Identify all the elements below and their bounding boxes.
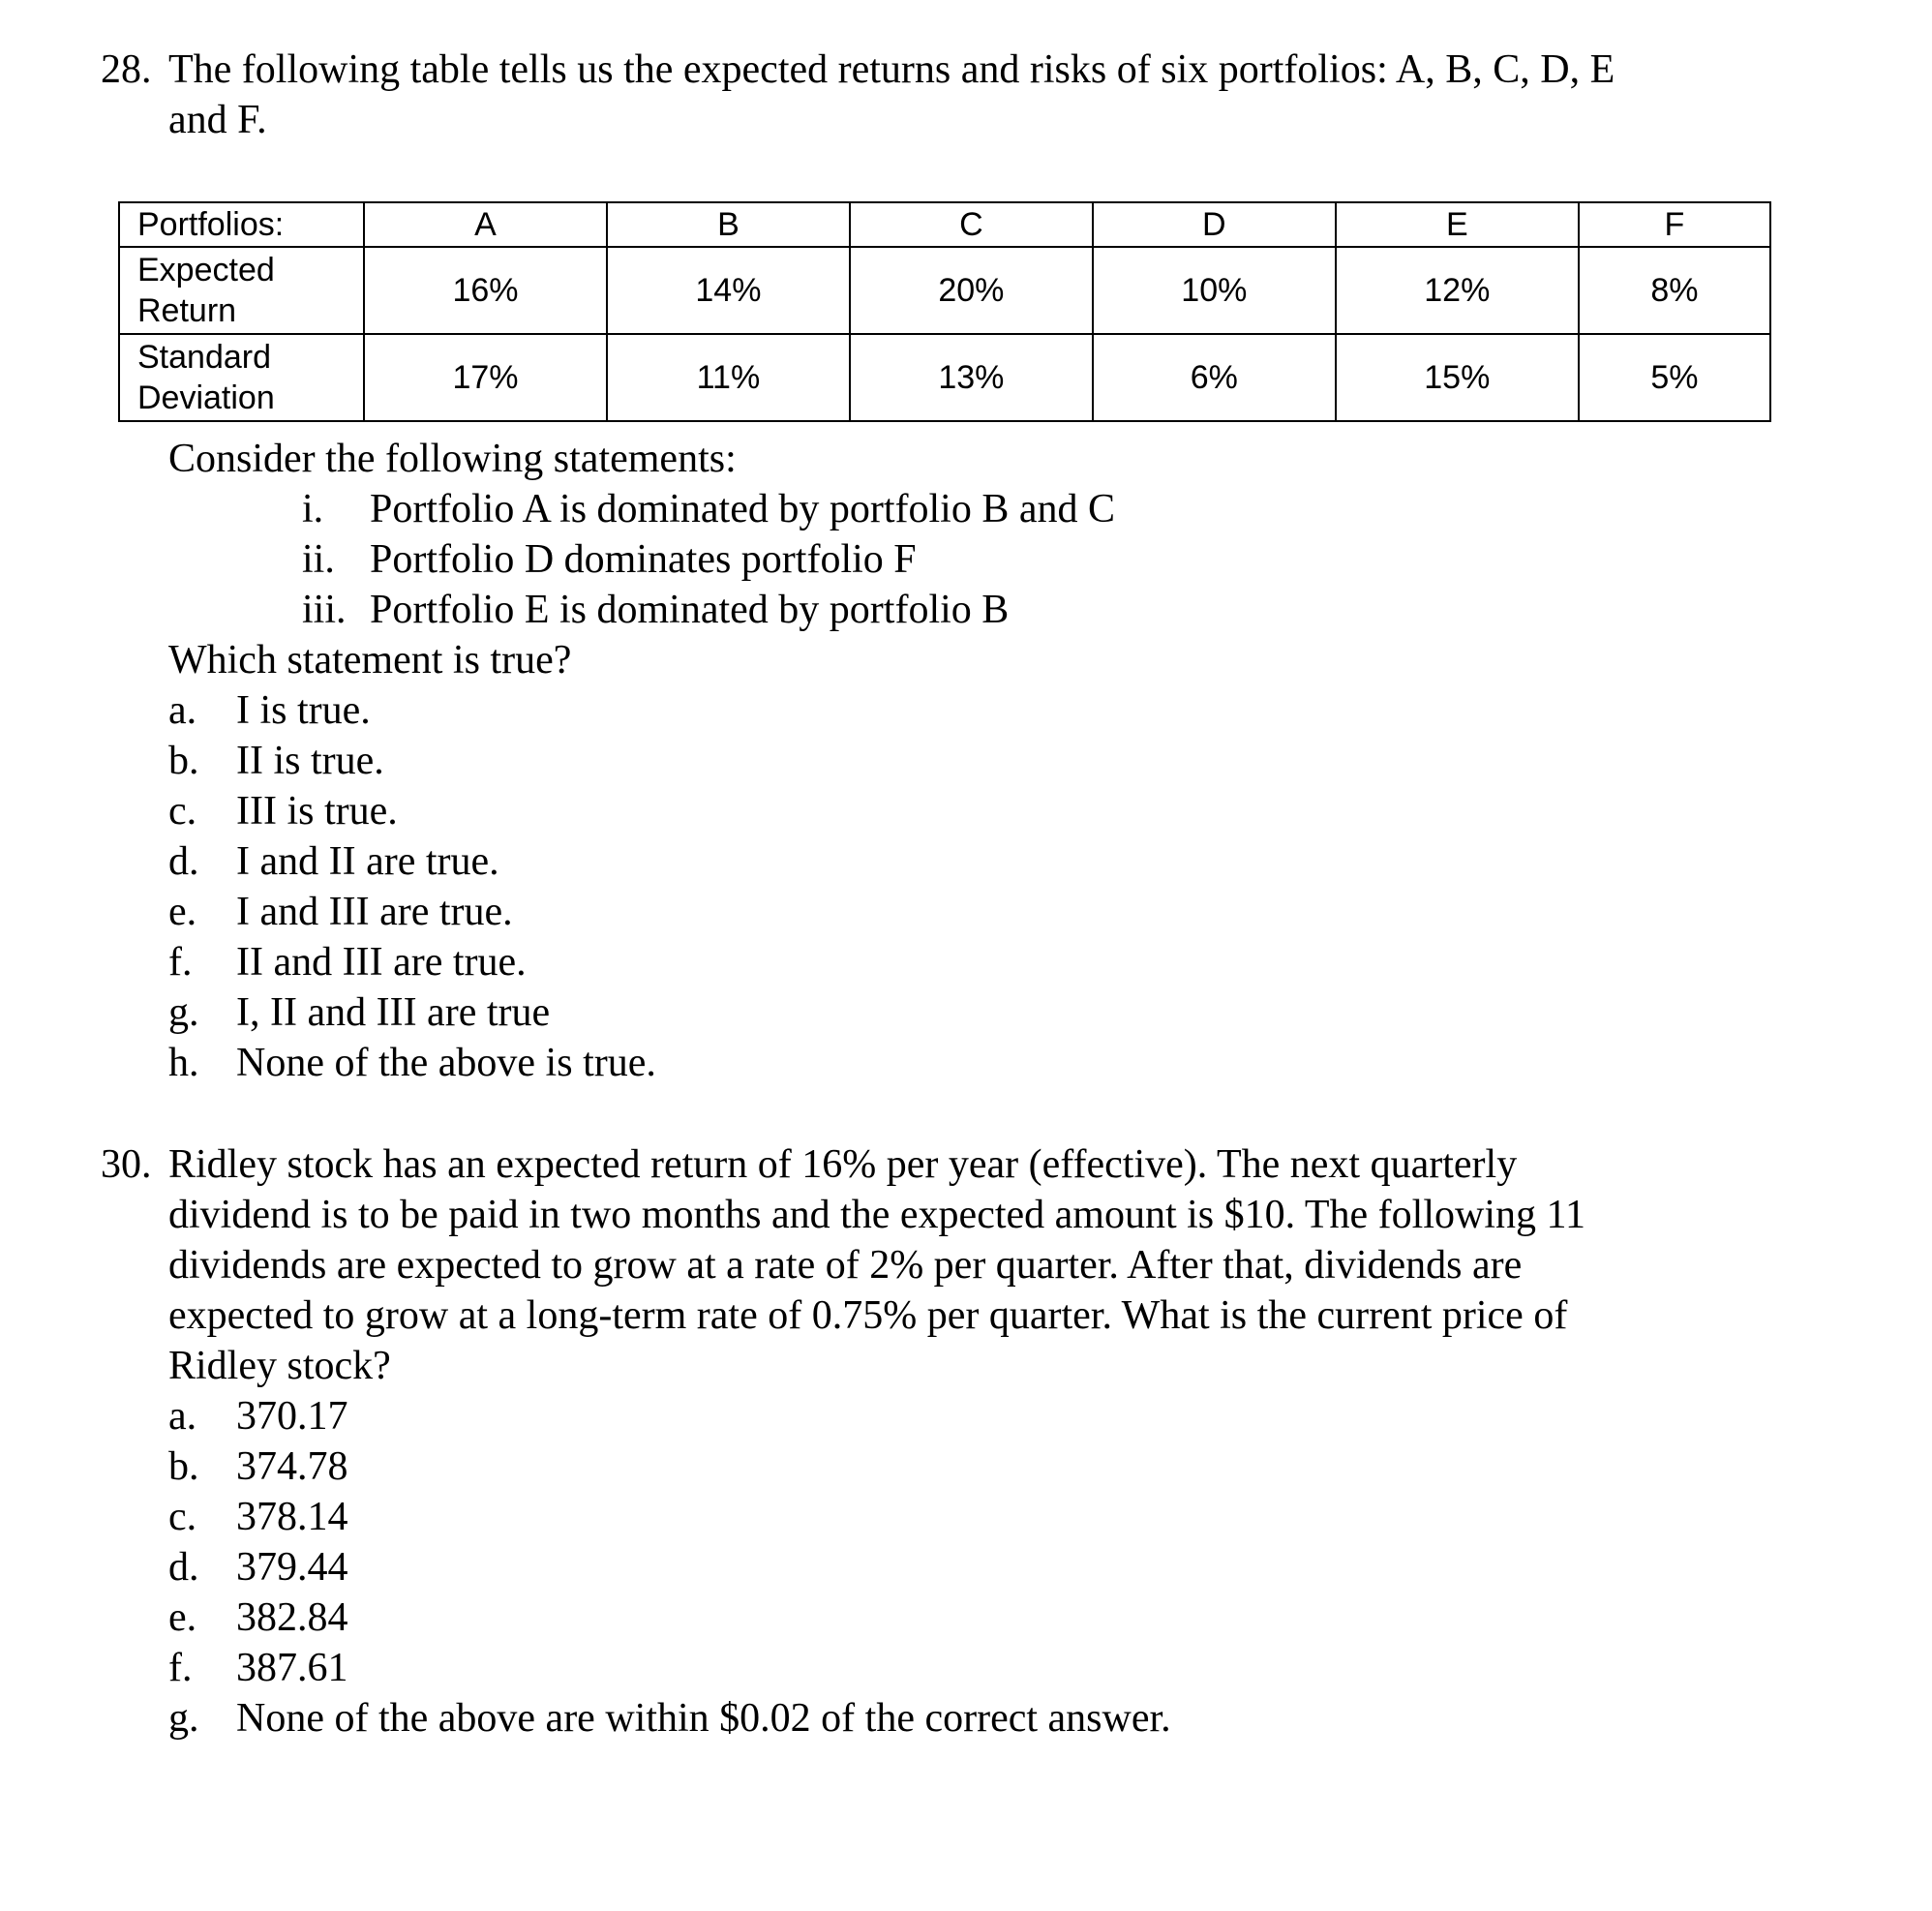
choice-marker: b. <box>168 1444 199 1489</box>
choice-marker: c. <box>168 1495 197 1539</box>
choice-text: III is true. <box>236 789 398 834</box>
column-header-f: F <box>1579 202 1770 247</box>
choice-text: II is true. <box>236 739 384 783</box>
answer-choice <box>168 887 1717 937</box>
choice-marker: g. <box>168 1696 199 1741</box>
consider-statement-intro: Consider the following statements: <box>168 437 737 481</box>
table-cell: 14% <box>607 247 850 334</box>
question-28-stem-line-1: The following table tells us the expected returns and risks of six portfolios: A, B, C, D, E <box>168 47 1615 92</box>
row-label-expected-return <box>119 247 364 334</box>
statement-item <box>302 585 1717 635</box>
row-label-line: Return <box>137 292 237 329</box>
column-header-c: C <box>850 202 1093 247</box>
choice-text: 379.44 <box>236 1545 348 1590</box>
choice-text: I, II and III are true <box>236 990 551 1035</box>
table-row-standard-deviation <box>119 334 1770 421</box>
table-cell: 12% <box>1336 247 1579 334</box>
choice-marker: a. <box>168 688 197 733</box>
table-cell: 17% <box>364 334 607 421</box>
choice-marker: e. <box>168 1595 197 1640</box>
choice-marker: b. <box>168 739 199 783</box>
row-label-standard-deviation <box>119 334 364 421</box>
choice-marker: h. <box>168 1041 199 1085</box>
question-28-number: 28. <box>101 47 152 92</box>
question-28 <box>101 45 1804 1085</box>
question-30-choices <box>101 1391 1804 1744</box>
table-header-label: Portfolios: <box>119 202 364 247</box>
answer-choice <box>168 1542 1804 1592</box>
question-28-prompt: Which statement is true? <box>168 638 572 682</box>
question-30 <box>101 1139 1804 1744</box>
question-30-stem <box>101 1139 1804 1391</box>
question-30-stem-line-5: Ridley stock? <box>168 1344 391 1388</box>
statement-marker: i. <box>302 487 324 531</box>
column-header-a: A <box>364 202 607 247</box>
table-cell: 15% <box>1336 334 1579 421</box>
statement-text: Portfolio E is dominated by portfolio B <box>370 588 1010 632</box>
choice-text: I and III are true. <box>236 890 513 934</box>
column-header-d: D <box>1093 202 1336 247</box>
statement-item <box>302 484 1717 534</box>
statement-text: Portfolio A is dominated by portfolio B and C <box>370 487 1115 531</box>
table-cell: 6% <box>1093 334 1336 421</box>
choice-text: 382.84 <box>236 1595 348 1640</box>
question-30-stem-line-3: dividends are expected to grow at a rate of 2% per quarter. After that, dividends are <box>168 1243 1523 1288</box>
choice-marker: e. <box>168 890 197 934</box>
choice-text: I is true. <box>236 688 371 733</box>
portfolio-table <box>118 201 1771 422</box>
choice-text: 374.78 <box>236 1444 348 1489</box>
statement-marker: ii. <box>302 537 335 582</box>
column-header-e: E <box>1336 202 1579 247</box>
choice-text: None of the above is true. <box>236 1041 656 1085</box>
answer-choice <box>168 836 1717 887</box>
choice-text: 387.61 <box>236 1646 348 1690</box>
answer-choice <box>168 987 1717 1038</box>
statement-item <box>302 534 1717 585</box>
table-cell: 8% <box>1579 247 1770 334</box>
answer-choice <box>168 1643 1804 1693</box>
question-30-stem-line-2: dividend is to be paid in two months and the expected amount is $10. The following 11 <box>168 1193 1585 1237</box>
choice-marker: d. <box>168 839 199 884</box>
question-28-body <box>168 434 1717 1088</box>
row-label-line: Expected <box>137 252 275 288</box>
table-cell: 5% <box>1579 334 1770 421</box>
choice-text: I and II are true. <box>236 839 499 884</box>
table-header-row <box>119 202 1770 247</box>
statement-list <box>168 484 1717 635</box>
table-cell: 20% <box>850 247 1093 334</box>
table-cell: 13% <box>850 334 1093 421</box>
question-30-stem-line-4: expected to grow at a long-term rate of 0.75% per quarter. What is the current price of <box>168 1293 1568 1338</box>
answer-choice <box>168 1038 1717 1088</box>
question-30-number: 30. <box>101 1142 152 1187</box>
answer-choice <box>168 786 1717 836</box>
choice-marker: c. <box>168 789 197 834</box>
choice-marker: d. <box>168 1545 199 1590</box>
row-label-line: Deviation <box>137 379 275 416</box>
question-28-stem <box>101 45 1804 145</box>
table-cell: 16% <box>364 247 607 334</box>
answer-choice <box>168 685 1717 736</box>
answer-choice <box>168 1441 1804 1492</box>
choice-marker: f. <box>168 1646 193 1690</box>
choice-text: 378.14 <box>236 1495 348 1539</box>
choice-marker: a. <box>168 1394 197 1439</box>
answer-choice <box>168 1592 1804 1643</box>
choice-text: None of the above are within $0.02 of the correct answer. <box>236 1696 1171 1741</box>
statement-marker: iii. <box>302 588 347 632</box>
table-cell: 10% <box>1093 247 1336 334</box>
question-28-stem-line-2: and F. <box>168 98 267 142</box>
answer-choice <box>168 937 1717 987</box>
choice-marker: f. <box>168 940 193 985</box>
choice-text: II and III are true. <box>236 940 527 985</box>
row-label-line: Standard <box>137 339 271 376</box>
question-30-stem-line-1: Ridley stock has an expected return of 16% per year (effective). The next quarterly <box>168 1142 1518 1187</box>
table-row-expected-return <box>119 247 1770 334</box>
choice-marker: g. <box>168 990 199 1035</box>
table-cell: 11% <box>607 334 850 421</box>
answer-choice <box>168 736 1717 786</box>
column-header-b: B <box>607 202 850 247</box>
statement-text: Portfolio D dominates portfolio F <box>370 537 917 582</box>
answer-choice <box>168 1391 1804 1441</box>
question-28-choices <box>168 685 1717 1088</box>
answer-choice <box>168 1693 1804 1744</box>
answer-choice <box>168 1492 1804 1542</box>
choice-text: 370.17 <box>236 1394 348 1439</box>
